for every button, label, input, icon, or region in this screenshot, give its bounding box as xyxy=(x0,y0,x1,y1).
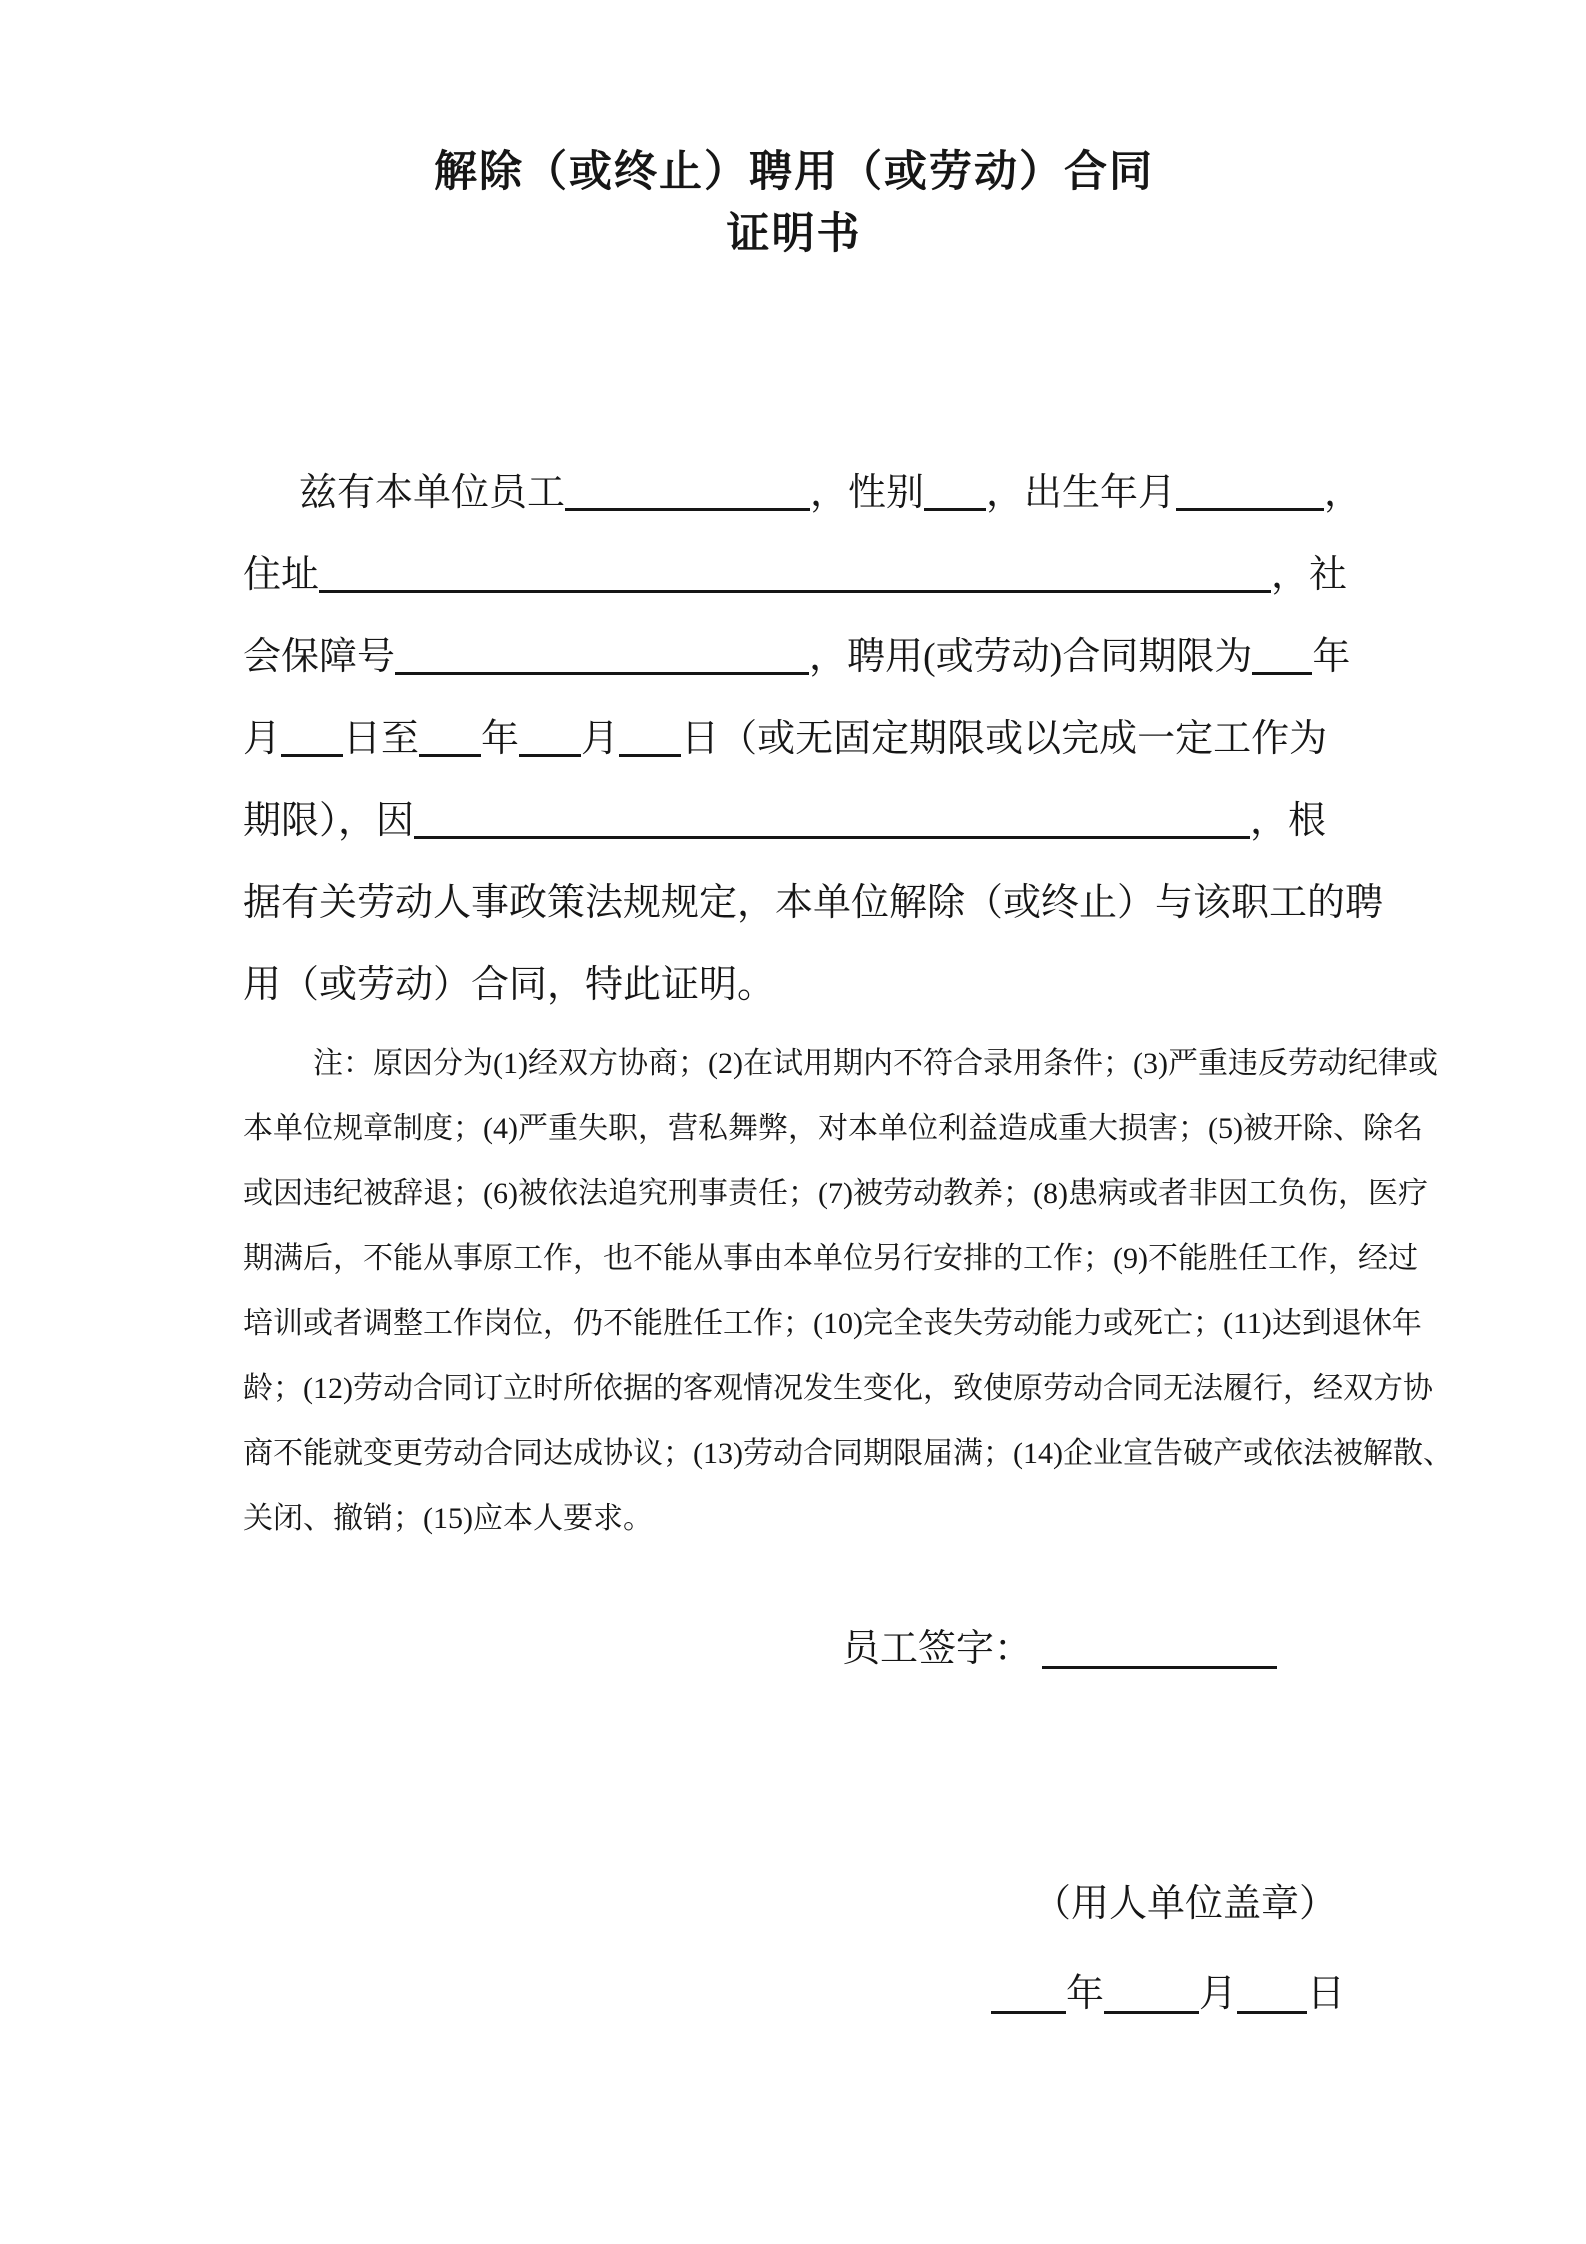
form-text: 期限），因 xyxy=(243,800,415,842)
form-line xyxy=(243,1421,1453,1486)
form-text: ，聘用(或劳动)合同期限为 xyxy=(809,636,1253,678)
form-text: ，出生年月 xyxy=(986,472,1177,514)
contract-end-year-blank[interactable] xyxy=(419,750,481,757)
form-text: 会保障号 xyxy=(243,636,396,678)
form-text: 商不能就变更劳动合同达成协议；(13)劳动合同期限届满；(14)企业宣告破产或依法被解散、 xyxy=(243,1437,1453,1470)
gender-blank[interactable] xyxy=(924,504,986,511)
form-line xyxy=(243,1356,1433,1421)
form-line xyxy=(243,698,1345,780)
form-line xyxy=(243,1964,1345,2024)
form-line xyxy=(243,1031,1438,1096)
form-text: 日（或无固定期限或以完成一定工作为 xyxy=(681,718,1328,760)
form-line xyxy=(243,780,1345,862)
form-text: 月 xyxy=(581,718,620,760)
birth-date-blank[interactable] xyxy=(1176,504,1324,511)
note-paragraph xyxy=(243,1031,1453,1551)
form-text: 期满后，不能从事原工作，也不能从事由本单位另行安排的工作；(9)不能胜任工作，经过 xyxy=(243,1242,1418,1275)
form-text: 月 xyxy=(1198,1973,1237,2015)
employee-signature-blank[interactable] xyxy=(1042,1662,1277,1669)
stamp-date-year-blank[interactable] xyxy=(991,2007,1066,2014)
contract-period-day-blank[interactable] xyxy=(281,750,343,757)
form-text: ，根 xyxy=(1250,800,1327,842)
form-text: 日至 xyxy=(343,718,420,760)
form-text: 注：原因分为(1)经双方协商；(2)在试用期内不符合录用条件；(3)严重违反劳动纪律或 xyxy=(313,1047,1438,1080)
form-line xyxy=(243,944,1345,1026)
form-text: 或因违纪被辞退；(6)被依法追究刑事责任；(7)被劳动教养；(8)患病或者非因工负伤，医疗 xyxy=(243,1177,1428,1210)
form-line xyxy=(243,1096,1423,1161)
stamp-date-line xyxy=(243,1964,1345,2024)
document-title-line1: 解除（或终止）聘用（或劳动）合同 xyxy=(434,149,1154,196)
form-text: 员工签字： xyxy=(842,1628,1042,1670)
document-title xyxy=(243,142,1345,266)
main-paragraph xyxy=(243,452,1384,1026)
form-line xyxy=(243,862,1384,944)
termination-reason-blank[interactable] xyxy=(414,832,1250,839)
form-text: 月 xyxy=(243,718,282,760)
contract-period-year-blank[interactable] xyxy=(1252,668,1312,675)
document-title-line2: 证明书 xyxy=(726,211,862,258)
contract-end-day-blank[interactable] xyxy=(619,750,681,757)
stamp-date-day-blank[interactable] xyxy=(1237,2007,1307,2014)
form-line xyxy=(243,1619,1345,1679)
form-text: 住址 xyxy=(243,554,320,596)
form-text: 关闭、撤销；(15)应本人要求。 xyxy=(243,1502,653,1535)
form-text: 年 xyxy=(1065,1973,1104,2015)
form-line xyxy=(243,1226,1418,1291)
employer-stamp-label: （用人单位盖章） xyxy=(1032,1883,1337,1925)
form-line xyxy=(243,1486,1345,1551)
form-text: ，性别 xyxy=(810,472,925,514)
employee-name-blank[interactable] xyxy=(565,504,810,511)
form-text: ， xyxy=(1324,472,1363,514)
form-text: 年 xyxy=(481,718,520,760)
form-text: 龄；(12)劳动合同订立时所依据的客观情况发生变化，致使原劳动合同无法履行，经双方协 xyxy=(243,1372,1433,1405)
address-blank[interactable] xyxy=(319,586,1271,593)
form-text: 培训或者调整工作岗位，仍不能胜任工作；(10)完全丧失劳动能力或死亡；(11)达到退休年 xyxy=(243,1307,1422,1340)
form-text: 兹有本单位员工 xyxy=(299,472,566,514)
form-line xyxy=(243,452,1363,534)
stamp-date-month-blank[interactable] xyxy=(1104,2007,1199,2014)
form-line xyxy=(243,1161,1428,1226)
form-text: 用（或劳动）合同，特此证明。 xyxy=(243,964,776,1006)
form-line xyxy=(243,1291,1422,1356)
form-text: 日 xyxy=(1306,1973,1345,2015)
social-security-number-blank[interactable] xyxy=(395,668,809,675)
form-line xyxy=(243,616,1351,698)
form-text: ，社 xyxy=(1271,554,1348,596)
employee-signature-line xyxy=(243,1619,1345,1679)
form-text: 据有关劳动人事政策法规规定，本单位解除（或终止）与该职工的聘 xyxy=(243,882,1384,924)
form-text: 年 xyxy=(1312,636,1351,678)
form-text: 本单位规章制度；(4)严重失职，营私舞弊，对本单位利益造成重大损害；(5)被开除、除名 xyxy=(243,1112,1423,1145)
form-line xyxy=(243,534,1348,616)
contract-end-month-blank[interactable] xyxy=(519,750,581,757)
